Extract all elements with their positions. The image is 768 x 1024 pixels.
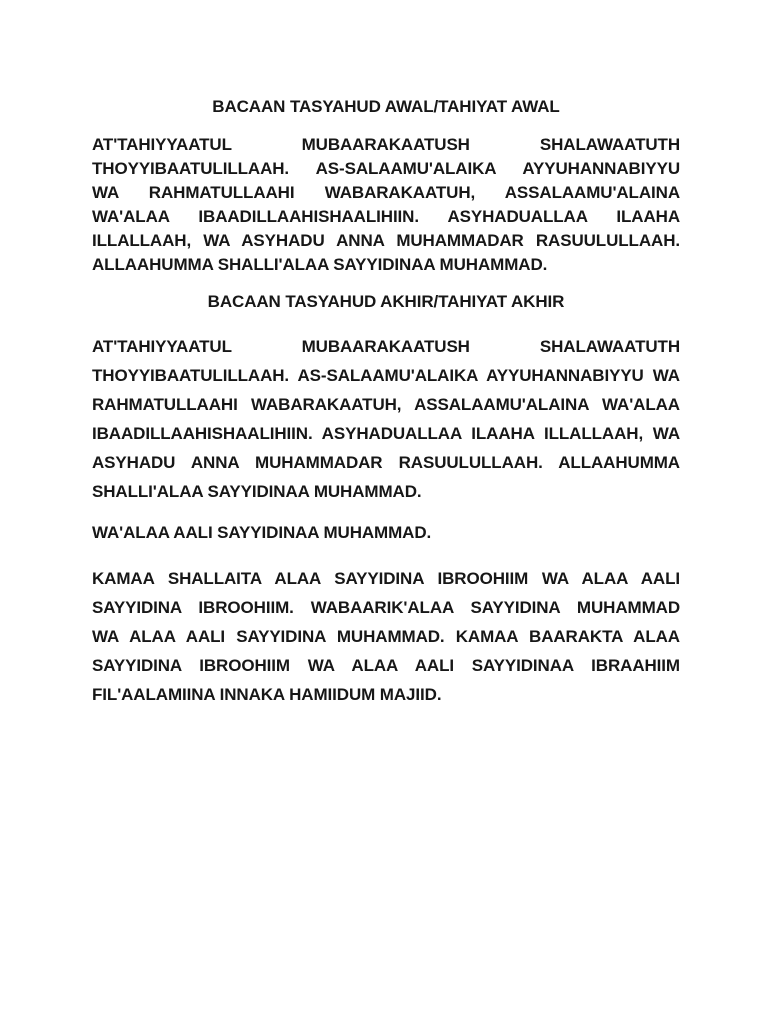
paragraph-tasyahud-akhir bbox=[92, 332, 680, 506]
text-line: ASYHADU ANNA MUHAMMADAR RASUULULLAAH. ALLAAHUMMA bbox=[92, 453, 680, 472]
text-line: FIL'AALAMIINA INNAKA HAMIIDUM MAJIID. bbox=[92, 685, 442, 704]
text-line: RAHMATULLAAHI WABARAKAATUH, ASSALAAMU'ALAINA WA'ALAA bbox=[92, 395, 680, 414]
text-line: WA'ALAA IBAADILLAAHISHAALIHIIN. ASYHADUALLAA ILAAHA bbox=[92, 207, 680, 226]
text-line: THOYYIBAATULILLAAH. AS-SALAAMU'ALAIKA AYYUHANNABIYYU bbox=[92, 159, 680, 178]
text-line: AT'TAHIYYAATUL MUBAARAKAATUSH SHALAWAATUTH bbox=[92, 135, 680, 154]
text-line: KAMAA SHALLAITA ALAA SAYYIDINA IBROOHIIM WA ALAA AALI bbox=[92, 569, 680, 588]
text-line: SHALLI'ALAA SAYYIDINAA MUHAMMAD. bbox=[92, 482, 422, 501]
paragraph-shalawat-ibrahim bbox=[92, 564, 680, 709]
paragraph-shalawat bbox=[92, 521, 680, 545]
text-line: WA'ALAA AALI SAYYIDINAA MUHAMMAD. bbox=[92, 523, 432, 542]
text-line: SAYYIDINA IBROOHIIM. WABAARIK'ALAA SAYYIDINA MUHAMMAD bbox=[92, 598, 680, 617]
text-line: ILLALLAAH, WA ASYHADU ANNA MUHAMMADAR RASUULULLAAH. bbox=[92, 231, 680, 250]
text-line: WA RAHMATULLAAHI WABARAKAATUH, ASSALAAMU'ALAINA bbox=[92, 183, 680, 202]
text-line: THOYYIBAATULILLAAH. AS-SALAAMU'ALAIKA AYYUHANNABIYYU WA bbox=[92, 366, 680, 385]
heading-tasyahud-akhir: BACAAN TASYAHUD AKHIR/TAHIYAT AKHIR bbox=[207, 292, 565, 311]
text-line: ALLAAHUMMA SHALLI'ALAA SAYYIDINAA MUHAMMAD. bbox=[92, 255, 548, 274]
text-line: SAYYIDINA IBROOHIIM WA ALAA AALI SAYYIDINAA IBRAAHIIM bbox=[92, 656, 680, 675]
heading-tasyahud-awal: BACAAN TASYAHUD AWAL/TAHIYAT AWAL bbox=[212, 97, 560, 116]
document-text-block bbox=[92, 0, 680, 709]
text-line: AT'TAHIYYAATUL MUBAARAKAATUSH SHALAWAATUTH bbox=[92, 337, 680, 356]
text-line: WA ALAA AALI SAYYIDINA MUHAMMAD. KAMAA BAARAKTA ALAA bbox=[92, 627, 680, 646]
text-line: IBAADILLAAHISHAALIHIIN. ASYHADUALLAA ILAAHA ILLALLAAH, WA bbox=[92, 424, 680, 443]
paragraph-tasyahud-awal bbox=[92, 133, 680, 277]
